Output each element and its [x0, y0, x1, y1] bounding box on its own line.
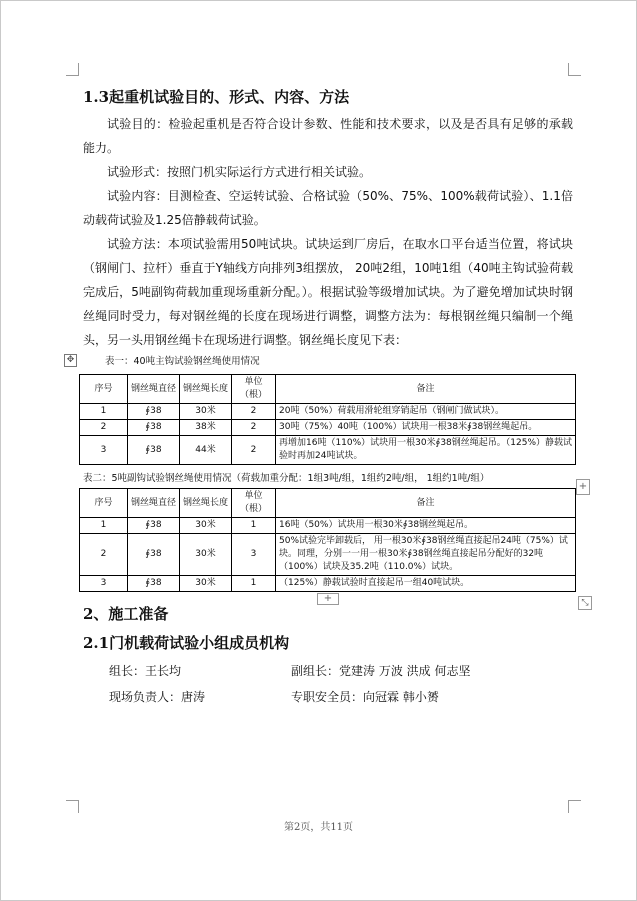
- crop-mark-bottom-right: [568, 800, 581, 813]
- table-cell: 38米: [180, 420, 232, 436]
- table-cell: 2: [232, 420, 276, 436]
- crop-mark-bottom-left: [66, 800, 79, 813]
- crop-mark-top-left: [66, 63, 79, 76]
- staff-safety-officers: 专职安全员：向冠霖 韩小赟: [291, 690, 439, 704]
- table-row: [80, 436, 576, 465]
- add-row-icon[interactable]: +: [317, 593, 339, 605]
- move-handle-icon[interactable]: ✥: [64, 354, 77, 367]
- table1-header-cell: 序号: [80, 375, 128, 404]
- table-row: [80, 576, 576, 592]
- paragraph-form: 试验形式：按照门机实际运行方式进行相关试验。: [107, 165, 372, 179]
- table-cell: 1: [80, 518, 128, 534]
- table-cell: 30米: [180, 576, 232, 592]
- paragraph-purpose: 试验目的：检验起重机是否符合设计参数、性能和技术要求，以及是否具有足够的承载能力。: [83, 117, 573, 155]
- table2-header-cell: 序号: [80, 489, 128, 518]
- staff-leader: 组长：王长均: [109, 664, 182, 678]
- table-row: [80, 420, 576, 436]
- table-cell: ∮38: [128, 436, 180, 465]
- table2-header-cell: 钢丝绳长度: [180, 489, 232, 518]
- paragraph-content: 试验内容：目测检查、空运转试验、合格试验（50%、75%、100%载荷试验）、1.1倍动载荷试验及1.25倍静载荷试验。: [83, 189, 573, 227]
- staff-row: [83, 684, 573, 710]
- table-cell: 30米: [180, 518, 232, 534]
- table-cell: ∮38: [128, 534, 180, 576]
- table2-header-cell: 钢丝绳直径: [128, 489, 180, 518]
- document-body: [66, 86, 589, 710]
- section-2-heading: 2、施工准备: [83, 605, 169, 623]
- table-cell: 2: [232, 436, 276, 465]
- section-2-1-heading: 2.1门机载荷试验小组成员机构: [83, 634, 290, 652]
- table-cell: 3: [80, 576, 128, 592]
- table2-header-row: [80, 489, 576, 518]
- table-cell: 30吨（75%）40吨（100%）试块用一根38米∮38钢丝绳起吊。: [276, 420, 576, 436]
- table-cell: ∮38: [128, 420, 180, 436]
- staff-deputy-leaders: 副组长：党建涛 万波 洪成 何志坚: [291, 664, 471, 678]
- table2: [79, 488, 576, 592]
- add-row-icon[interactable]: +: [576, 479, 590, 495]
- table2-block: [83, 471, 589, 608]
- table-cell: 44米: [180, 436, 232, 465]
- table-cell: 1: [232, 576, 276, 592]
- table-row: [80, 404, 576, 420]
- table-cell: 30米: [180, 534, 232, 576]
- table1-block: [66, 355, 573, 465]
- table-cell: 再增加16吨（110%）试块用一根30米∮38钢丝绳起吊。（125%）静载试验时再加24吨试块。: [276, 436, 576, 465]
- table1-header-cell: 备注: [276, 375, 576, 404]
- page-footer: 第2页，共11页: [283, 822, 354, 833]
- table-cell: 3: [232, 534, 276, 576]
- table-cell: 1: [232, 518, 276, 534]
- table-row: [80, 518, 576, 534]
- table-cell: ∮38: [128, 404, 180, 420]
- staff-row: [83, 658, 573, 684]
- table-cell: 1: [80, 404, 128, 420]
- table1: [79, 374, 576, 465]
- table-cell: 50%试验完毕卸载后， 用一根30米∮38钢丝绳直接起吊24吨（75%）试块。同理，分别一一用一根30米∮38钢丝绳直接起吊分配好的32吨（100%）试块及35.2吨（110.0%）试块。: [276, 534, 576, 576]
- table-cell: 2: [80, 534, 128, 576]
- section-1-3-heading: 1.3起重机试验目的、形式、内容、方法: [83, 88, 350, 106]
- table1-header-cell: 钢丝绳长度: [180, 375, 232, 404]
- table2-caption: 表二：5吨副钩试验钢丝绳使用情况（荷载加重分配：1组3吨/组，1组约2吨/组， 1组约1吨/组）: [83, 473, 490, 484]
- table-cell: 16吨（50%）试块用一根30米∮38钢丝绳起吊。: [276, 518, 576, 534]
- table-cell: ∮38: [128, 576, 180, 592]
- table-cell: ∮38: [128, 518, 180, 534]
- table-cell: 2: [232, 404, 276, 420]
- table-cell: 30米: [180, 404, 232, 420]
- paragraph-method: 试验方法：本项试验需用50吨试块。试块运到厂房后，在取水口平台适当位置，将试块（钢闸门、拉杆）垂直于Y轴线方向排列3组摆放， 20吨2组，10吨1组（40吨主钩试验荷载完成后，5吨副钩荷载加重现场重新分配。）。根据试验等级增加试块。为了避免增加试块时钢丝绳同时受力，每对钢丝绳的长度在现场进行调整，调整方法为：每根钢丝绳只编制一个绳头，另一头用钢丝绳卡在现场进行调整。钢丝绳长度见下表：: [83, 237, 573, 347]
- table2-header-cell: 单位（根）: [232, 489, 276, 518]
- table-cell: 3: [80, 436, 128, 465]
- table1-header-cell: 单位（根）: [232, 375, 276, 404]
- table1-caption: 表一：40吨主钩试验钢丝绳使用情况: [105, 356, 260, 367]
- table2-header-cell: 备注: [276, 489, 576, 518]
- table-cell: （125%）静载试验时直接起吊一组40吨试块。: [276, 576, 576, 592]
- table-cell: 2: [80, 420, 128, 436]
- crop-mark-top-right: [568, 63, 581, 76]
- staff-site-manager: 现场负责人：唐涛: [109, 690, 206, 704]
- table1-header-cell: 钢丝绳直径: [128, 375, 180, 404]
- resize-handle-icon[interactable]: ⤡: [578, 596, 592, 610]
- table-cell: 20吨（50%）荷载用滑轮组穿销起吊（钢闸门做试块）。: [276, 404, 576, 420]
- table-row: [80, 534, 576, 576]
- table1-header-row: [80, 375, 576, 404]
